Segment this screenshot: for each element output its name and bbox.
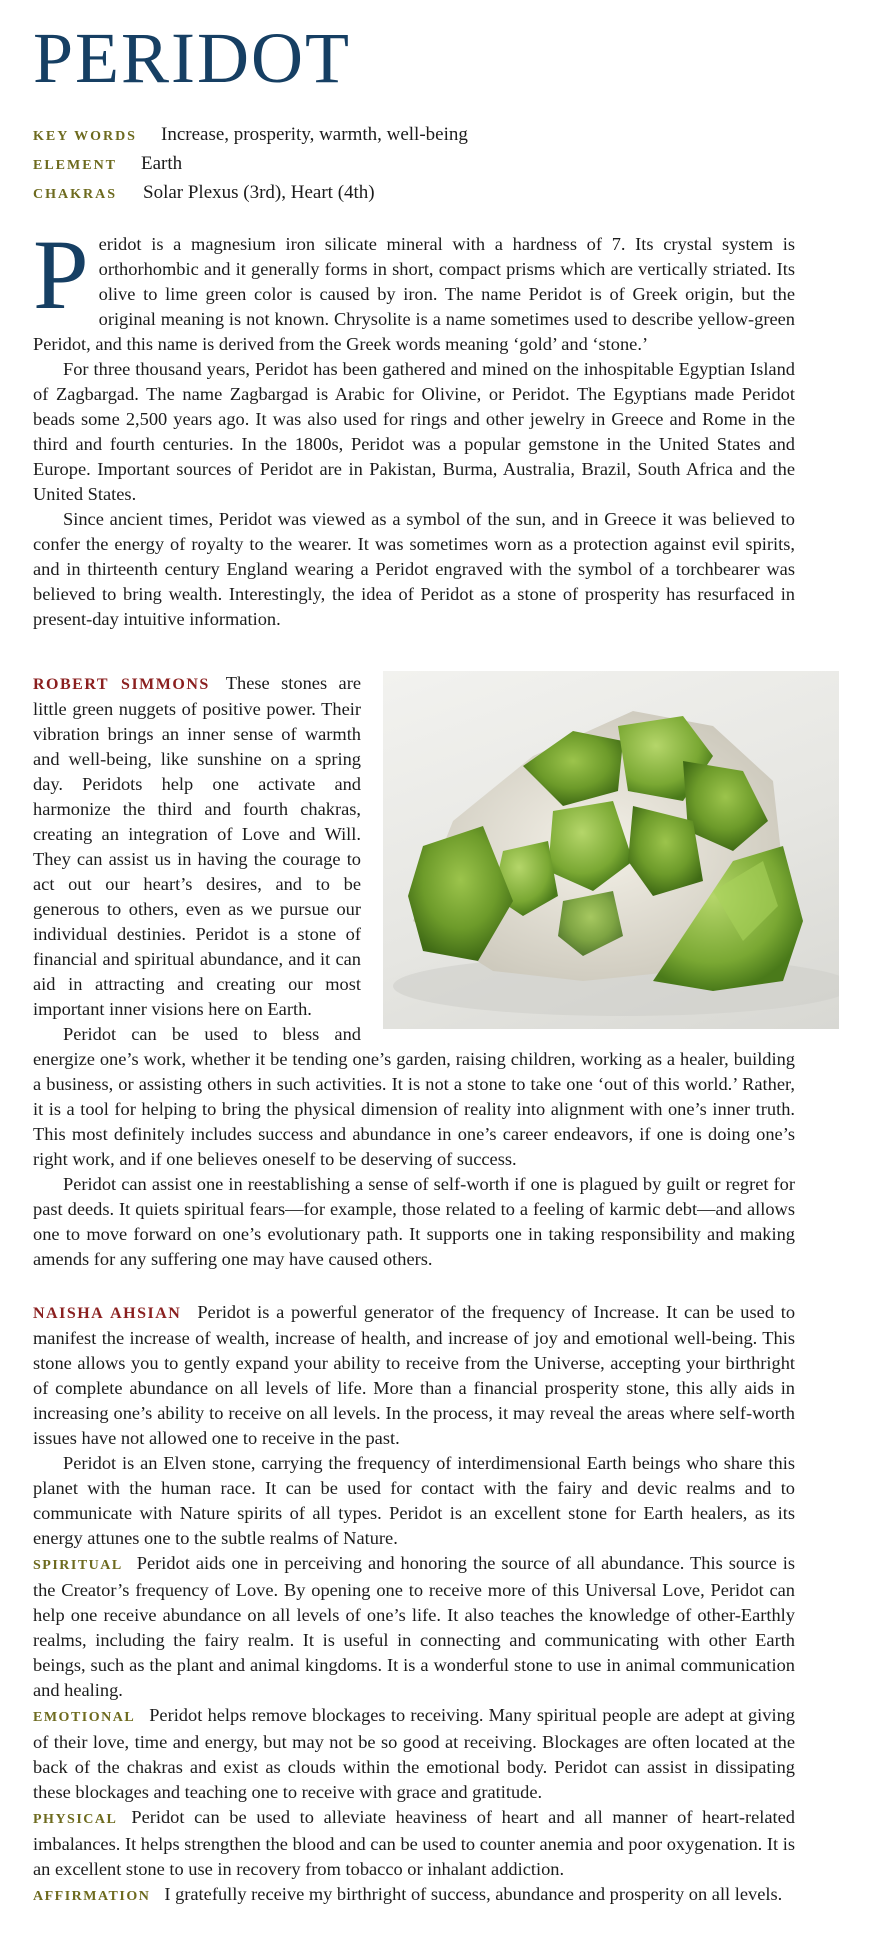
element-label: ELEMENT: [33, 158, 118, 173]
meta-block: [33, 124, 795, 211]
drop-cap: P: [33, 219, 89, 330]
emotional-paragraph: [33, 1703, 795, 1805]
ahsian-paragraph-2: Peridot is an Elven stone, carrying the frequency of interdimensional Earth beings who share this planet with the human race. It can be used for contact with the fairy and devic realms and to communicate with Nature spirits of all types. Peridot is an excellent stone for Earth healers, as its energy attunes one to the subtle realms of Nature.: [33, 1453, 795, 1548]
page-title: PERIDOT: [33, 18, 351, 98]
keywords-value: Increase, prosperity, warmth, well-being: [161, 124, 468, 145]
simmons-p1-text: These stones are little green nuggets of positive power. Their vibration brings an inner sense of warmth and well-being, like sunshine on a spring day. Peridots help one activate and harmonize the third and fourth chakras, creating an integration of Love and Will. They can assist us in having the courage to act out our heart’s desires, and to be generous to others, even as we pursue our individual destinies. Peridot is a stone of financial and spiritual abundance, and it can aid in attracting and creating our most important inner visions here on Earth.: [33, 673, 361, 1019]
affirmation-label: AFFIRMATION: [33, 1889, 151, 1904]
chakras-label: CHAKRAS: [33, 187, 118, 202]
ahsian-paragraph-1: [33, 1300, 795, 1451]
ahsian-p1-text: Peridot is a powerful generator of the frequency of Increase. It can be used to manifest the increase of wealth, increase of health, and increase of joy and emotional well-being. This stone allows you to gently expand your ability to receive from the Universe, accepting your birthright of complete abundance on all levels of life. More than a financial prosperity stone, this ally aids in increasing one’s ability to receive on all levels. In the process, it may reveal the areas where self-worth issues have not allowed one to receive in the past.: [33, 1302, 796, 1448]
element-value: Earth: [141, 153, 183, 174]
simmons-paragraph-2: Peridot can be used to bless and energize one’s work, whether it be tending one’s garden, raising children, working as a healer, building a business, or assisting others in such activities. It is not a stone to take one ‘out of this world.’ Rather, it is a tool for helping to bring the physical dimension of reality into alignment with one’s inner truth. This most definitely includes success and abundance in one’s career endeavors, if one is doing one’s right work, and if one believes oneself to be deserving of success.: [33, 1024, 795, 1169]
emotional-text: Peridot helps remove blockages to receiving. Many spiritual people are adept at giving of their love, time and energy, but may not be so good at receiving. Blockages are often located at the back of the chakras and exist as clouds within the emotional body. Peridot can assist in dissipating these blockages and teaching one to receive with grace and gratitude.: [33, 1705, 795, 1802]
peridot-photo: [383, 671, 839, 1029]
affirmation-paragraph: [33, 1882, 795, 1909]
meta-element: [33, 153, 795, 182]
intro-p1-text: eridot is a magnesium iron silicate mineral with a hardness of 7. Its crystal system is orthorhombic and it generally forms in short, compact prisms which are vertically striated. Its olive to lime green color is caused by iron. The name Peridot is of Greek origin, but the original meaning is not known. Chrysolite is a name sometimes used to describe yellow-green Peridot, and this name is derived from the Greek words meaning ‘gold’ and ‘stone.’: [33, 234, 795, 354]
intro-section: [33, 219, 795, 632]
intro-paragraph-2: For three thousand years, Peridot has been gathered and mined on the inhospitable Egyptian Island of Zagbargad. The name Zagbargad is Arabic for Olivine, or Peridot. The Egyptians made Peridot beads some 2,500 years ago. It was also used for rings and other jewelry in Greece and Rome in the third and fourth centuries. In the 1800s, Peridot was a popular gemstone in the United States and Europe. Important sources of Peridot are in Pakistan, Burma, Australia, Brazil, South Africa and the United States.: [33, 359, 795, 504]
spiritual-label: SPIRITUAL: [33, 1558, 123, 1573]
intro-paragraph-3: Since ancient times, Peridot was viewed as a symbol of the sun, and in Greece it was believed to confer the energy of royalty to the wearer. It was sometimes worn as a protection against evil spirits, and in thirteenth century England wearing a Peridot engraved with the symbol of a torchbearer was believed to bring wealth. Interestingly, the idea of Peridot as a stone of prosperity has resurfaced in present-day intuitive information.: [33, 509, 795, 629]
intro-paragraph-1: [33, 219, 795, 357]
physical-label: PHYSICAL: [33, 1812, 118, 1827]
emotional-label: EMOTIONAL: [33, 1710, 136, 1725]
chakras-value: Solar Plexus (3rd), Heart (4th): [143, 182, 375, 203]
meta-keywords: [33, 124, 795, 153]
simmons-author: ROBERT SIMMONS: [33, 676, 210, 693]
spiritual-paragraph: [33, 1551, 795, 1703]
spiritual-text: Peridot aids one in perceiving and honoring the source of all abundance. This source is the Creator’s frequency of Love. By opening one to receive more of this Universal Love, Peridot can help one receive abundance on all levels of one’s life. It also teaches the knowledge of other-Earthly realms, including the fairy realm. It is useful in connecting and communicating with other Earth beings, such as the plant and animal kingdoms. It is a wonderful stone to use in animal communication and healing.: [33, 1553, 795, 1700]
simmons-section: [33, 671, 795, 1272]
physical-text: Peridot can be used to alleviate heaviness of heart and all manner of heart-related imbalances. It helps strengthen the blood and can be used to counter anemia and poor oxygenation. It is an excellent stone to use in recovery from tobacco or inhalant addiction.: [33, 1807, 795, 1879]
keywords-label: KEY WORDS: [33, 129, 137, 144]
ahsian-author: NAISHA AHSIAN: [33, 1305, 182, 1322]
affirmation-text: I gratefully receive my birthright of success, abundance and prosperity on all levels.: [164, 1884, 783, 1904]
ahsian-section: [33, 1300, 795, 1909]
peridot-crystal-image: [383, 671, 839, 1029]
meta-chakras: [33, 182, 795, 211]
simmons-paragraph-3: Peridot can assist one in reestablishing a sense of self-worth if one is plagued by guilt or regret for past deeds. It quiets spiritual fears—for example, those related to a feeling of karmic debt—and allows one to move forward on one’s evolutionary path. It supports one in taking responsibility and making amends for any suffering one may have caused others.: [33, 1174, 795, 1269]
physical-paragraph: [33, 1805, 795, 1882]
